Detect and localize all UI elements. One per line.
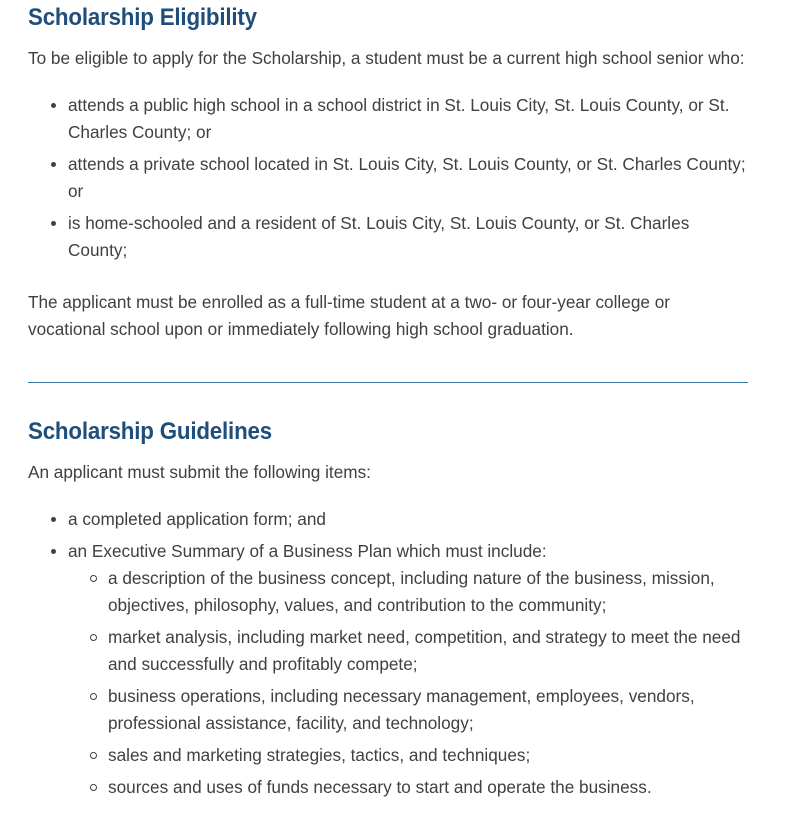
guidelines-section xyxy=(28,417,748,801)
sub-list-item: business operations, including necessary management, employees, vendors, professional assistance, facility, and technology; xyxy=(68,683,748,737)
list-item: a completed application form; and xyxy=(28,506,748,533)
list-item xyxy=(28,538,748,801)
sub-list-item: sales and marketing strategies, tactics, and techniques; xyxy=(68,742,748,769)
guidelines-heading: Scholarship Guidelines xyxy=(28,418,272,445)
list-item: is home-schooled and a resident of St. Louis City, St. Louis County, or St. Charles County; xyxy=(28,210,748,264)
guidelines-intro: An applicant must submit the following items: xyxy=(28,462,371,482)
eligibility-intro: To be eligible to apply for the Scholarship, a student must be a current high school senior who: xyxy=(28,48,745,68)
enrollment-note: The applicant must be enrolled as a full-time student at a two- or four-year college or vocational school upon or immediately following high school graduation. xyxy=(28,292,670,339)
eligibility-section xyxy=(28,3,748,343)
sub-list-item: market analysis, including market need, competition, and strategy to meet the need and successfully and profitably compete; xyxy=(68,624,748,678)
eligibility-list xyxy=(28,92,748,264)
executive-summary-label: an Executive Summary of a Business Plan which must include: xyxy=(68,541,547,561)
guidelines-list xyxy=(28,506,748,801)
section-divider xyxy=(28,382,748,383)
executive-summary-list xyxy=(68,565,748,801)
sub-list-item: a description of the business concept, including nature of the business, mission, objectives, philosophy, values, and contribution to the community; xyxy=(68,565,748,619)
list-item: attends a public high school in a school district in St. Louis City, St. Louis County, or St. Charles County; or xyxy=(28,92,748,146)
sub-list-item: sources and uses of funds necessary to start and operate the business. xyxy=(68,774,748,801)
page-content xyxy=(0,3,748,801)
eligibility-heading: Scholarship Eligibility xyxy=(28,4,257,31)
list-item: attends a private school located in St. Louis City, St. Louis County, or St. Charles County; or xyxy=(28,151,748,205)
